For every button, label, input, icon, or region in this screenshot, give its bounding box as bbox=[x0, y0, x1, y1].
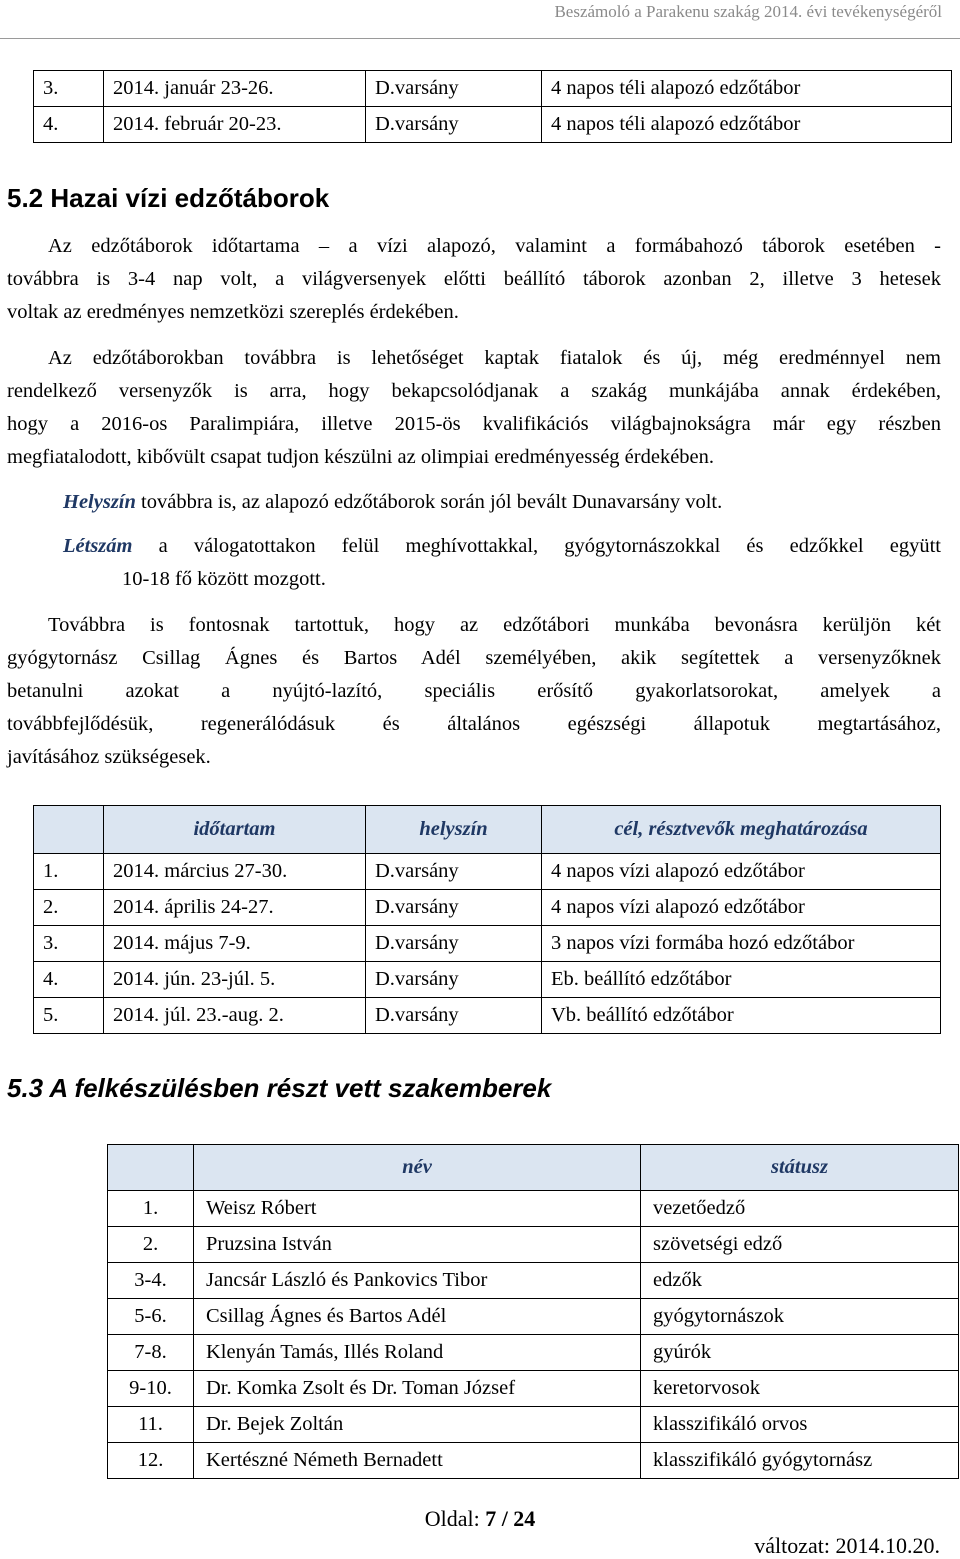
name-cell: Kertészné Németh Bernadett bbox=[194, 1443, 641, 1479]
paragraph-line: gyógytornász Csillag Ágnes és Bartos Adél személyében, akik segítettek a versenyzőknek bbox=[7, 647, 941, 669]
row-number: 9-10. bbox=[108, 1371, 194, 1407]
row-number: 1. bbox=[108, 1191, 194, 1227]
water-camp-table bbox=[33, 805, 941, 1034]
table-row bbox=[34, 71, 952, 107]
status-cell: klasszifikáló gyógytornász bbox=[641, 1443, 959, 1479]
status-cell: keretorvosok bbox=[641, 1371, 959, 1407]
status-cell: klasszifikáló orvos bbox=[641, 1407, 959, 1443]
page-number bbox=[0, 1506, 960, 1532]
period-cell: 2014. jún. 23-júl. 5. bbox=[104, 962, 366, 998]
table-row bbox=[34, 854, 941, 890]
period-cell: 2014. júl. 23.-aug. 2. bbox=[104, 998, 366, 1034]
header-name: név bbox=[194, 1145, 641, 1191]
location-cell: D.varsány bbox=[366, 854, 542, 890]
paragraph-line: voltak az eredményes nemzetközi szereplés érdekében. bbox=[7, 301, 459, 323]
header-status: státusz bbox=[641, 1145, 959, 1191]
version-date: változat: 2014.10.20. bbox=[754, 1533, 940, 1558]
location-cell: D.varsány bbox=[366, 962, 542, 998]
name-cell: Weisz Róbert bbox=[194, 1191, 641, 1227]
goal-cell: Vb. beállító edzőtábor bbox=[542, 998, 941, 1034]
paragraph-line: Az edzőtáborokban továbbra is lehetőséget kaptak fiatalok és új, még eredménnyel nem bbox=[48, 347, 941, 369]
location-cell: D.varsány bbox=[366, 107, 542, 143]
paragraph-line: megfiatalodott, kibővült csapat tudjon készülni az olimpiai eredményesség érdekében. bbox=[7, 446, 715, 468]
period-cell: 2014. március 27-30. bbox=[104, 854, 366, 890]
paragraph-line: Továbbra is fontosnak tartottuk, hogy az edzőtábori munkába bevonásra kerüljön két bbox=[48, 614, 941, 636]
section-heading-5-2: 5.2 Hazai vízi edzőtáborok bbox=[7, 183, 330, 213]
location-cell: D.varsány bbox=[366, 998, 542, 1034]
table-row bbox=[108, 1191, 959, 1227]
paragraph-line: Az edzőtáborok időtartama – a vízi alapozó, valamint a formábahozó táborok esetében - bbox=[48, 235, 941, 257]
table-row bbox=[108, 1371, 959, 1407]
row-number: 4. bbox=[34, 107, 104, 143]
table-header-row bbox=[34, 806, 941, 854]
section-heading-5-3: 5.3 A felkészülésben részt vett szakemberek bbox=[7, 1073, 552, 1103]
paragraph-line: betanulni azokat a nyújtó-lazító, speciális erősítő gyakorlatsorokat, amelyek a bbox=[7, 680, 941, 702]
row-number: 5. bbox=[34, 998, 104, 1034]
period-cell: 2014. január 23-26. bbox=[104, 71, 366, 107]
table-row bbox=[34, 962, 941, 998]
header-number bbox=[34, 806, 104, 854]
status-cell: gyógytornászok bbox=[641, 1299, 959, 1335]
goal-cell: 3 napos vízi formába hozó edzőtábor bbox=[542, 926, 941, 962]
status-cell: vezetőedző bbox=[641, 1191, 959, 1227]
row-number: 2. bbox=[108, 1227, 194, 1263]
table-row bbox=[108, 1443, 959, 1479]
page-label: Oldal: bbox=[424, 1506, 480, 1531]
goal-cell: 4 napos téli alapozó edzőtábor bbox=[542, 71, 952, 107]
status-cell: edzők bbox=[641, 1263, 959, 1299]
table-row bbox=[34, 107, 952, 143]
table-row bbox=[108, 1263, 959, 1299]
header-goal: cél, résztvevők meghatározása bbox=[542, 806, 941, 854]
staff-table bbox=[107, 1144, 959, 1479]
goal-cell: 4 napos téli alapozó edzőtábor bbox=[542, 107, 952, 143]
headcount-line-2: 10-18 fő között mozgott. bbox=[122, 568, 326, 590]
table-row bbox=[34, 998, 941, 1034]
status-cell: szövetségi edző bbox=[641, 1227, 959, 1263]
paragraph-line: rendelkező versenyzők is arra, hogy bekapcsolódjanak a szakág munkájába annak érdekében, bbox=[7, 380, 941, 402]
row-number: 3-4. bbox=[108, 1263, 194, 1299]
period-cell: 2014. február 20-23. bbox=[104, 107, 366, 143]
name-cell: Pruzsina István bbox=[194, 1227, 641, 1263]
location-lead: Helyszín bbox=[63, 491, 136, 513]
headcount-line bbox=[63, 530, 941, 563]
table-row bbox=[34, 890, 941, 926]
running-header-title: Beszámoló a Parakenu szakág 2014. évi tevékenységéről bbox=[554, 2, 942, 21]
headcount-lead: Létszám bbox=[63, 535, 133, 557]
paragraph-line: továbbfejlődésük, regenerálódásuk és általános egészségi állapotuk megtartásához, bbox=[7, 713, 941, 735]
header-location: helyszín bbox=[366, 806, 542, 854]
row-number: 4. bbox=[34, 962, 104, 998]
row-number: 5-6. bbox=[108, 1299, 194, 1335]
row-number: 11. bbox=[108, 1407, 194, 1443]
row-number: 7-8. bbox=[108, 1335, 194, 1371]
header-divider bbox=[0, 38, 960, 39]
row-number: 12. bbox=[108, 1443, 194, 1479]
location-cell: D.varsány bbox=[366, 890, 542, 926]
page-count: 7 / 24 bbox=[485, 1506, 536, 1531]
location-cell: D.varsány bbox=[366, 926, 542, 962]
headcount-text: a válogatottakon felül meghívottakkal, gyógytornászokkal és edzőkkel együtt bbox=[132, 535, 941, 557]
name-cell: Dr. Komka Zsolt és Dr. Toman József bbox=[194, 1371, 641, 1407]
location-line bbox=[63, 486, 722, 519]
location-text: továbbra is, az alapozó edzőtáborok során jól bevált Dunavarsány volt. bbox=[135, 491, 723, 513]
header-period: időtartam bbox=[104, 806, 366, 854]
paragraph-line: javításához szükségesek. bbox=[7, 746, 211, 768]
name-cell: Csillag Ágnes és Bartos Adél bbox=[194, 1299, 641, 1335]
header-number bbox=[108, 1145, 194, 1191]
goal-cell: 4 napos vízi alapozó edzőtábor bbox=[542, 890, 941, 926]
paragraph-line: továbbra is 3-4 nap volt, a világversenyek előtti beállító táborok azonban 2, illetve 3 hetesek bbox=[7, 268, 941, 290]
name-cell: Jancsár László és Pankovics Tibor bbox=[194, 1263, 641, 1299]
table-row bbox=[108, 1407, 959, 1443]
table-row bbox=[108, 1227, 959, 1263]
name-cell: Klenyán Tamás, Illés Roland bbox=[194, 1335, 641, 1371]
row-number: 1. bbox=[34, 854, 104, 890]
paragraph-line: hogy a 2016-os Paralimpiára, illetve 2015-ös kvalifikációs világbajnokságra már egy részben bbox=[7, 413, 941, 435]
row-number: 3. bbox=[34, 71, 104, 107]
name-cell: Dr. Bejek Zoltán bbox=[194, 1407, 641, 1443]
table-row bbox=[34, 926, 941, 962]
table-row bbox=[108, 1299, 959, 1335]
location-cell: D.varsány bbox=[366, 71, 542, 107]
goal-cell: 4 napos vízi alapozó edzőtábor bbox=[542, 854, 941, 890]
table-header-row bbox=[108, 1145, 959, 1191]
row-number: 3. bbox=[34, 926, 104, 962]
winter-camp-table bbox=[33, 70, 952, 143]
table-row bbox=[108, 1335, 959, 1371]
period-cell: 2014. május 7-9. bbox=[104, 926, 366, 962]
row-number: 2. bbox=[34, 890, 104, 926]
period-cell: 2014. április 24-27. bbox=[104, 890, 366, 926]
status-cell: gyúrók bbox=[641, 1335, 959, 1371]
goal-cell: Eb. beállító edzőtábor bbox=[542, 962, 941, 998]
